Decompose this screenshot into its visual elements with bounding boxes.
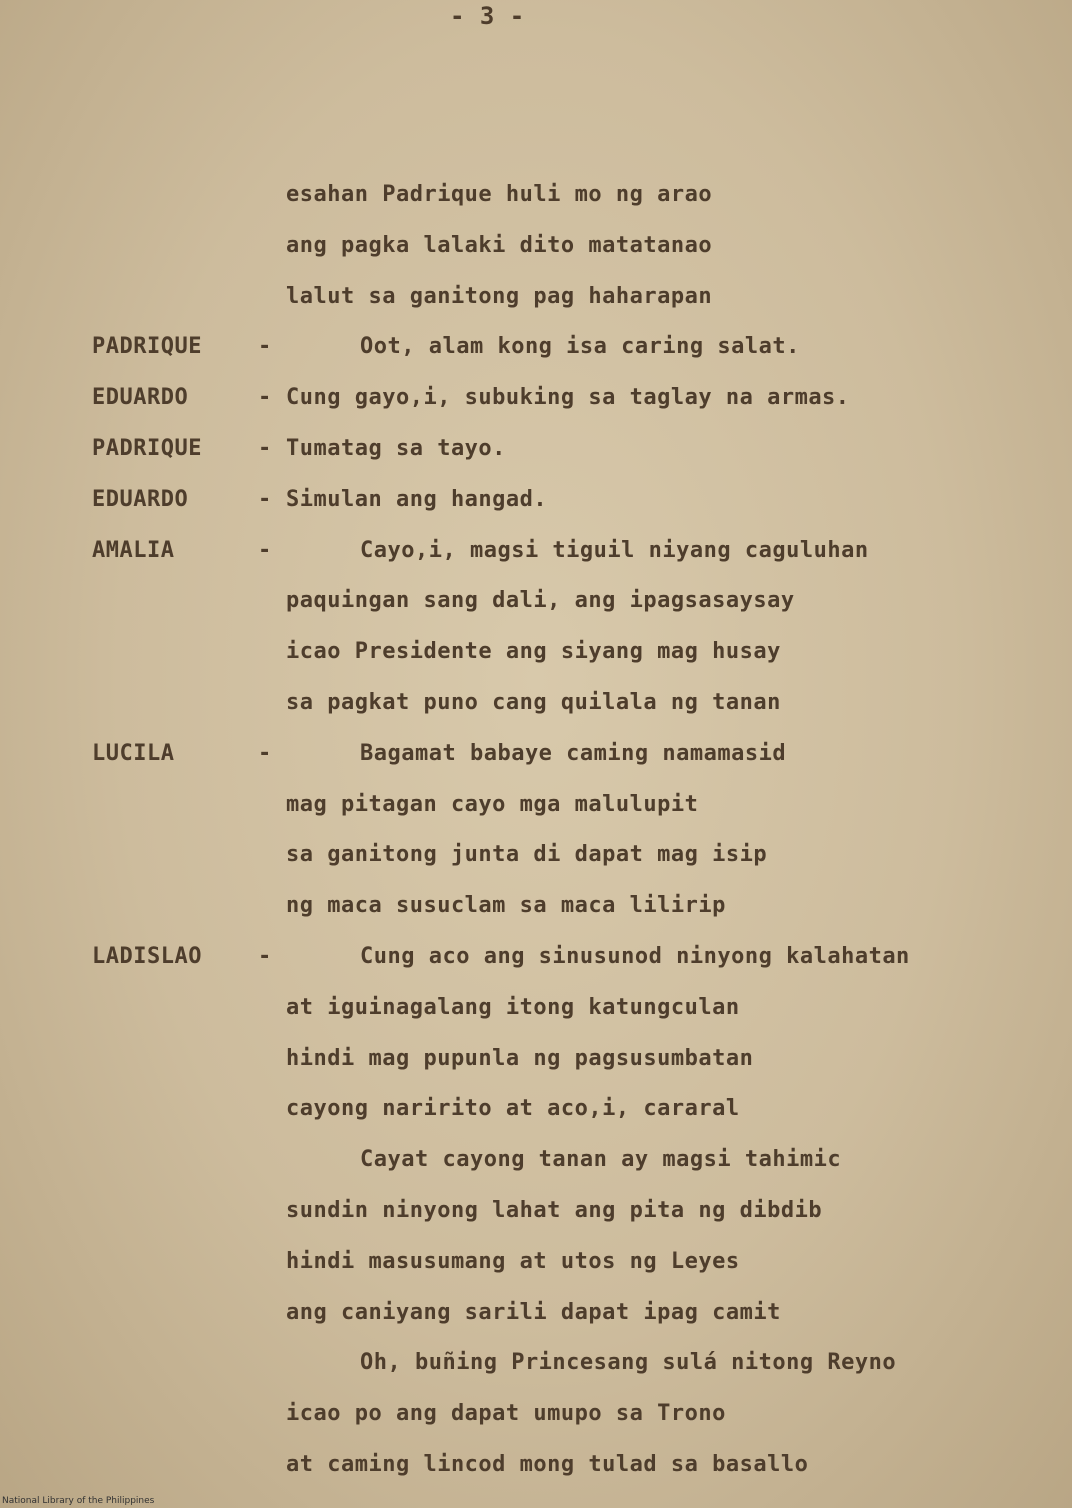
verse-line: paquingan sang dali, ang ipagsasaysay: [286, 588, 795, 613]
speaker-name: EDUARDO: [92, 487, 189, 512]
verse-line: cayong naririto at aco,i, cararal: [286, 1096, 740, 1121]
verse-line: icao po ang dapat umupo sa Trono: [286, 1401, 726, 1426]
speaker-name: LUCILA: [92, 741, 175, 766]
speaker-name: EDUARDO: [92, 385, 189, 410]
verse-line: ang caniyang sarili dapat ipag camit: [286, 1300, 781, 1325]
verse-line: Simulan ang hangad.: [286, 487, 548, 512]
verse-line: hindi mag pupunla ng pagsusumbatan: [286, 1046, 754, 1071]
verse-line: mag pitagan cayo mga malulupit: [286, 792, 699, 817]
verse-line: at iguinagalang itong katungculan: [286, 995, 740, 1020]
speaker-name: LADISLAO: [92, 944, 202, 969]
verse-line: at caming lincod mong tulad sa basallo: [286, 1452, 809, 1477]
speaker-dash: -: [258, 436, 272, 461]
speaker-dash: -: [258, 385, 272, 410]
speaker-dash: -: [258, 487, 272, 512]
verse-line: Cayat cayong tanan ay magsi tahimic: [360, 1147, 842, 1172]
verse-line: icao Presidente ang siyang mag husay: [286, 639, 781, 664]
verse-line: esahan Padrique huli mo ng arao: [286, 182, 713, 207]
speaker-dash: -: [258, 944, 272, 969]
verse-line: Oot, alam kong isa caring salat.: [360, 334, 800, 359]
verse-line: Tumatag sa tayo.: [286, 436, 506, 461]
speaker-dash: -: [258, 741, 272, 766]
verse-line: lalut sa ganitong pag haharapan: [286, 284, 713, 309]
verse-line: Cung gayo,i, subuking sa taglay na armas.: [286, 385, 850, 410]
verse-line: Oh, buñing Princesang sulá nitong Reyno: [360, 1350, 897, 1375]
speaker-dash: -: [258, 538, 272, 563]
footer-credit: National Library of the Philippines: [2, 1496, 155, 1506]
speaker-name: AMALIA: [92, 538, 175, 563]
verse-line: Bagamat babaye caming namamasid: [360, 741, 787, 766]
verse-line: sa pagkat puno cang quilala ng tanan: [286, 690, 781, 715]
verse-line: sa ganitong junta di dapat mag isip: [286, 842, 768, 867]
verse-line: Cung aco ang sinusunod ninyong kalahatan: [360, 944, 910, 969]
verse-line: ang pagka lalaki dito matatanao: [286, 233, 713, 258]
verse-line: hindi masusumang at utos ng Leyes: [286, 1249, 740, 1274]
page-number: - 3 -: [450, 2, 525, 30]
verse-line: ng maca susuclam sa maca lilirip: [286, 893, 726, 918]
verse-line: sundin ninyong lahat ang pita ng dibdib: [286, 1198, 823, 1223]
speaker-name: PADRIQUE: [92, 334, 202, 359]
speaker-dash: -: [258, 334, 272, 359]
speaker-name: PADRIQUE: [92, 436, 202, 461]
verse-line: Cayo,i, magsi tiguil niyang caguluhan: [360, 538, 869, 563]
